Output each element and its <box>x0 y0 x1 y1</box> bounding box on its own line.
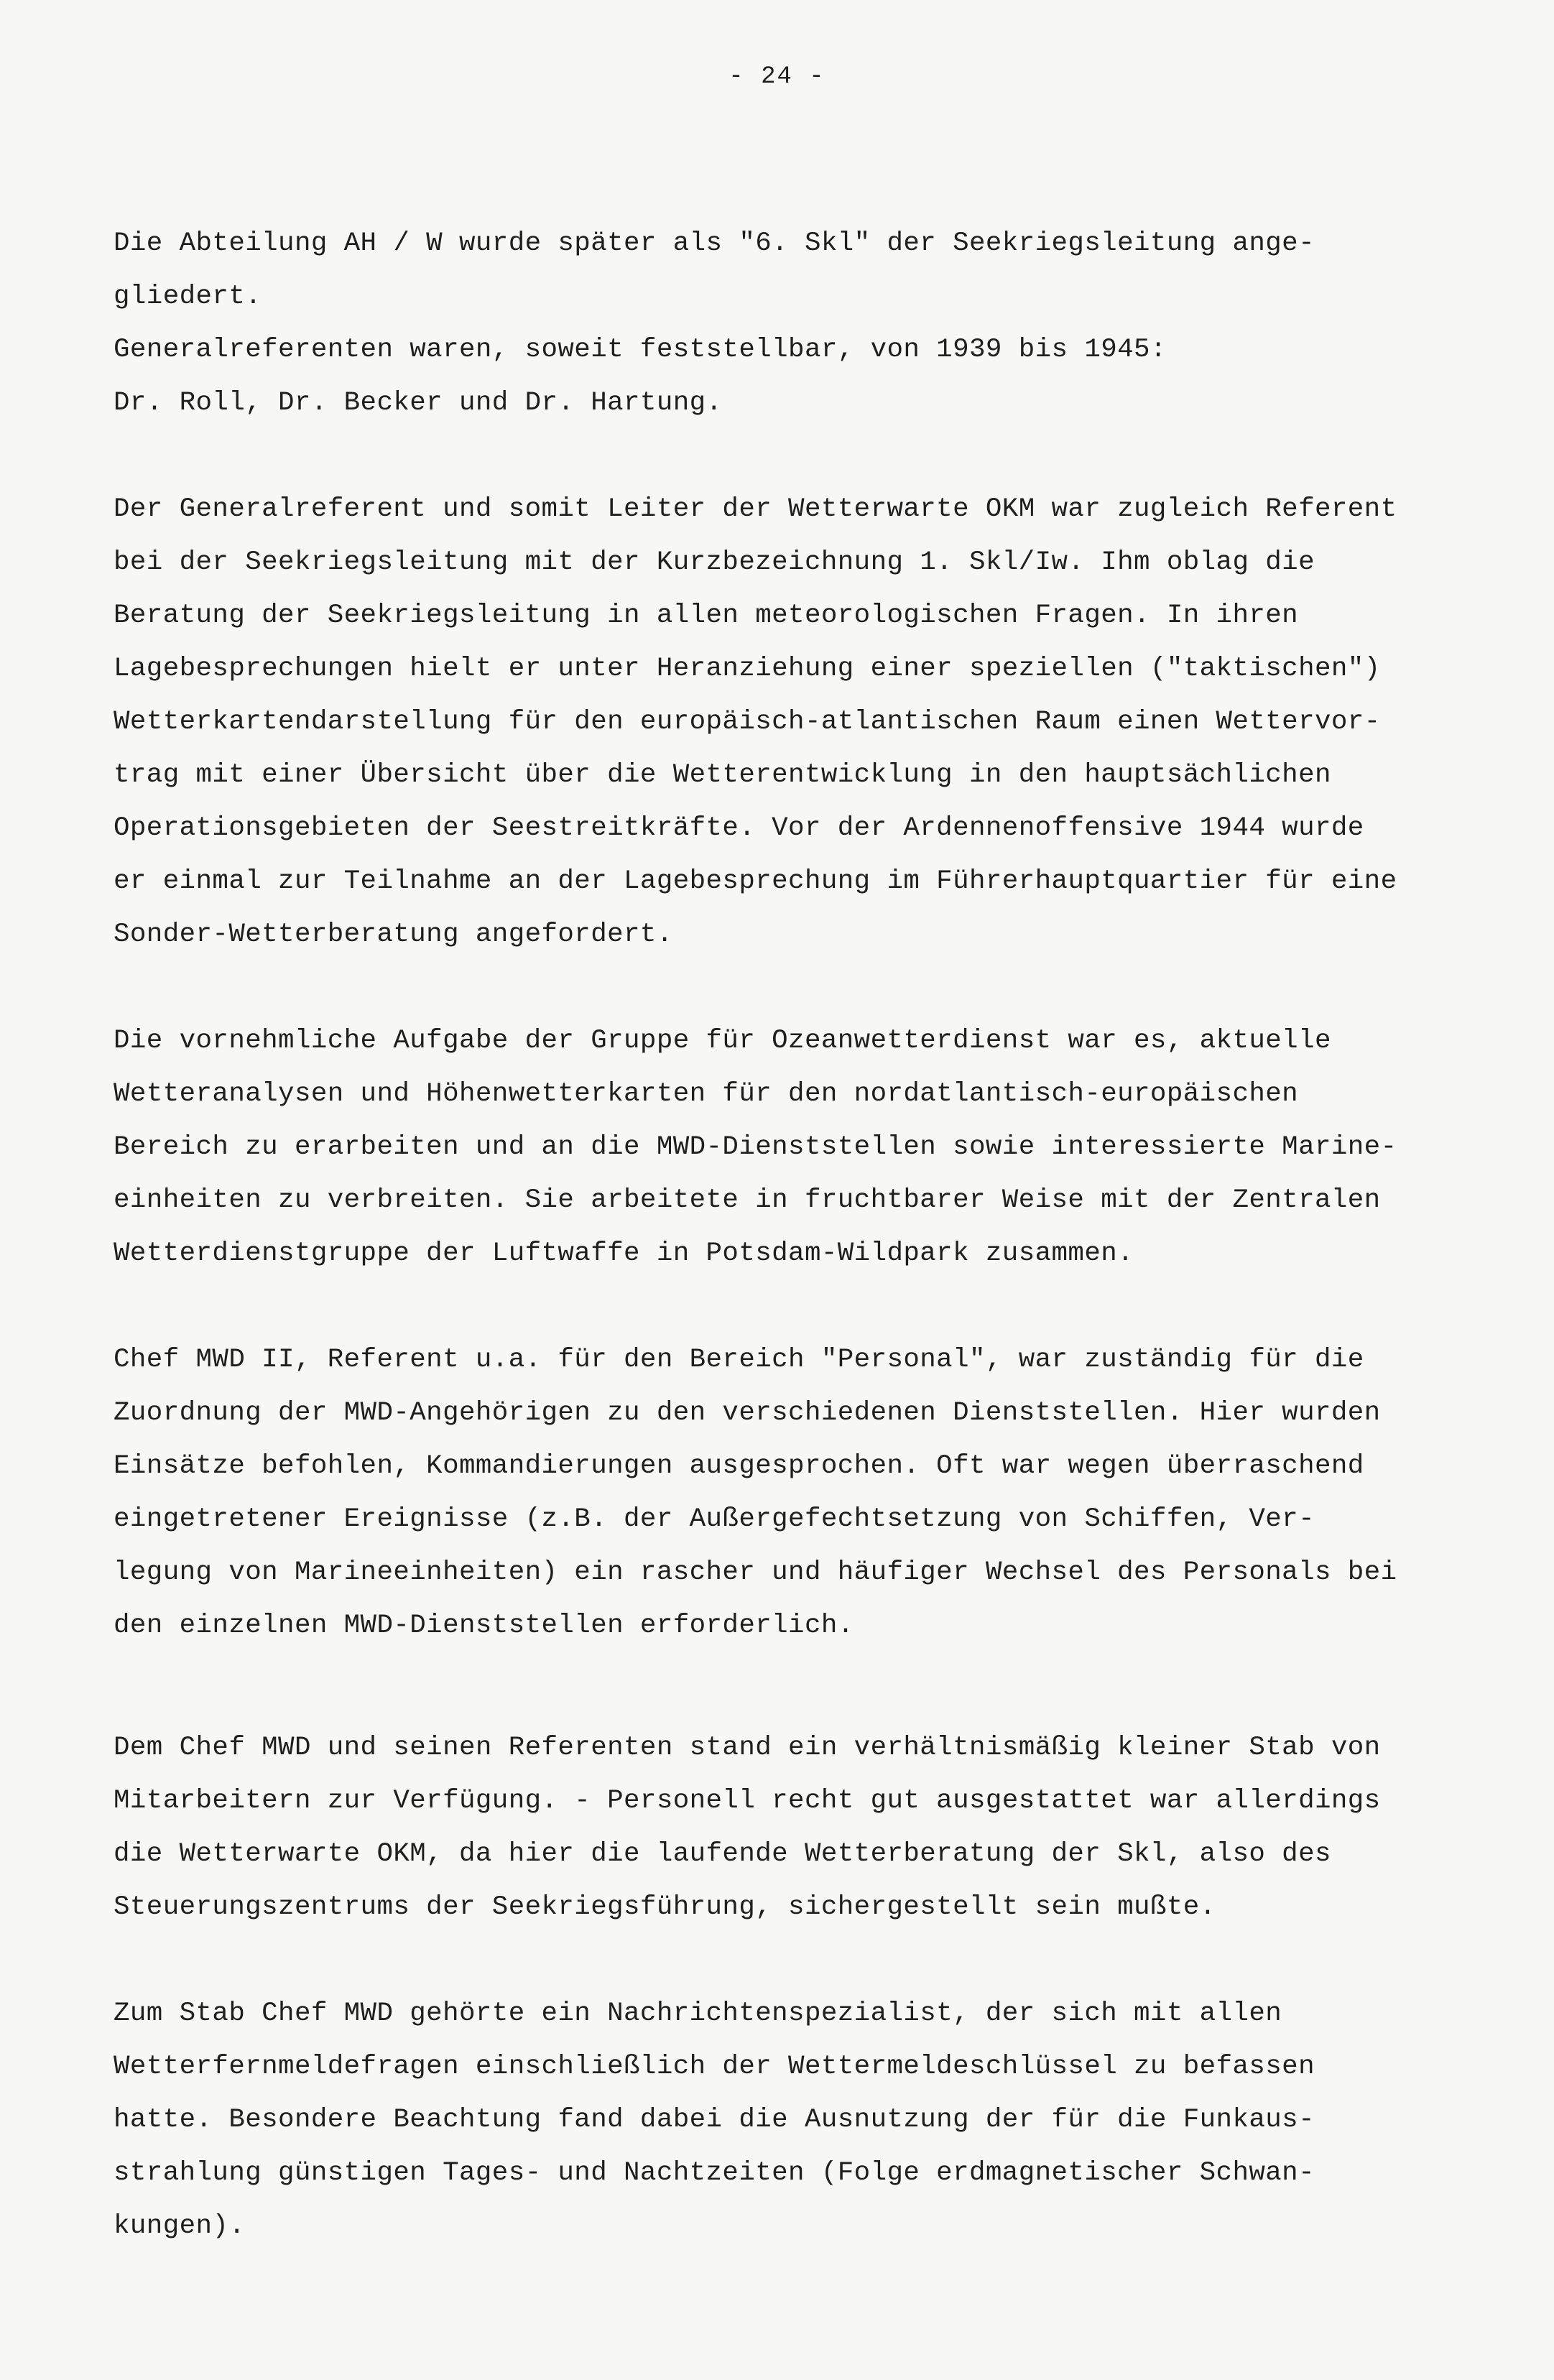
text-line: Wetterfernmeldefragen einschließlich der Wettermeldeschlüssel zu befassen <box>114 2052 1315 2082</box>
text-line: Die vornehmliche Aufgabe der Gruppe für Ozeanwetterdienst war es, aktuelle <box>114 1026 1331 1056</box>
text-line: Bereich zu erarbeiten und an die MWD-Dienststellen sowie interessierte Marine- <box>114 1132 1397 1162</box>
page-number: - 24 - <box>729 63 825 91</box>
text-line: Der Generalreferent und somit Leiter der Wetterwarte OKM war zugleich Referent <box>114 494 1397 524</box>
text-line: Die Abteilung AH / W wurde später als "6. Skl" der Seekriegsleitung ange- <box>114 228 1315 259</box>
text-line: trag mit einer Übersicht über die Wetterentwicklung in den hauptsächlichen <box>114 760 1331 790</box>
paragraph <box>114 217 1493 430</box>
text-line: kungen). <box>114 2211 246 2241</box>
text-line: Dem Chef MWD und seinen Referenten stand ein verhältnismäßig kleiner Stab von <box>114 1733 1381 1763</box>
text-line: strahlung günstigen Tages- und Nachtzeiten (Folge erdmagnetischer Schwan- <box>114 2158 1315 2188</box>
paragraph <box>114 483 1493 961</box>
text-line: Zuordnung der MWD-Angehörigen zu den verschiedenen Dienststellen. Hier wurden <box>114 1398 1381 1428</box>
text-line: bei der Seekriegsleitung mit der Kurzbezeichnung 1. Skl/Iw. Ihm oblag die <box>114 547 1315 578</box>
paragraph <box>114 1721 1493 1934</box>
text-line: eingetretener Ereignisse (z.B. der Außergefechtsetzung von Schiffen, Ver- <box>114 1504 1315 1534</box>
text-line: die Wetterwarte OKM, da hier die laufende Wetterberatung der Skl, also des <box>114 1839 1331 1869</box>
paragraph-gap <box>114 1280 1493 1333</box>
text-line: Mitarbeitern zur Verfügung. - Personell recht gut ausgestattet war allerdings <box>114 1786 1381 1816</box>
text-line: den einzelnen MWD-Dienststellen erforderlich. <box>114 1611 854 1641</box>
text-line: legung von Marineeinheiten) ein rascher und häufiger Wechsel des Personals bei <box>114 1557 1397 1588</box>
text-line: Einsätze befohlen, Kommandierungen ausgesprochen. Oft war wegen überraschend <box>114 1451 1364 1481</box>
text-line: Wetterdienstgruppe der Luftwaffe in Potsdam-Wildpark zusammen. <box>114 1238 1134 1269</box>
paragraph-gap <box>114 1652 1493 1721</box>
text-line: Chef MWD II, Referent u.a. für den Bereich "Personal", war zuständig für die <box>114 1345 1364 1375</box>
paragraph <box>114 1014 1493 1280</box>
text-line: Sonder-Wetterberatung angefordert. <box>114 920 673 950</box>
text-line: gliedert. <box>114 282 262 312</box>
paragraph-gap <box>114 961 1493 1014</box>
text-line: Wetterkartendarstellung für den europäisch-atlantischen Raum einen Wettervor- <box>114 707 1381 737</box>
text-line: Dr. Roll, Dr. Becker und Dr. Hartung. <box>114 388 723 418</box>
text-line: hatte. Besondere Beachtung fand dabei die Ausnutzung der für die Funkaus- <box>114 2105 1315 2135</box>
paragraph-gap <box>114 1934 1493 1987</box>
text-line: Beratung der Seekriegsleitung in allen meteorologischen Fragen. In ihren <box>114 601 1299 631</box>
text-line: Generalreferenten waren, soweit feststellbar, von 1939 bis 1945: <box>114 335 1167 365</box>
text-line: einheiten zu verbreiten. Sie arbeitete in fruchtbarer Weise mit der Zentralen <box>114 1185 1381 1216</box>
text-line: Lagebesprechungen hielt er unter Heranziehung einer speziellen ("taktischen") <box>114 654 1381 684</box>
paragraph <box>114 1987 1493 2253</box>
text-line: Zum Stab Chef MWD gehörte ein Nachrichtenspezialist, der sich mit allen <box>114 1999 1282 2029</box>
body-text <box>114 217 1493 2253</box>
text-line: Wetteranalysen und Höhenwetterkarten für den nordatlantisch-europäischen <box>114 1079 1299 1109</box>
text-line: er einmal zur Teilnahme an der Lagebesprechung im Führerhauptquartier für eine <box>114 866 1397 897</box>
text-line: Operationsgebieten der Seestreitkräfte. Vor der Ardennenoffensive 1944 wurde <box>114 813 1364 843</box>
paragraph <box>114 1333 1493 1652</box>
paragraph-gap <box>114 430 1493 483</box>
text-line: Steuerungszentrums der Seekriegsführung, sichergestellt sein mußte. <box>114 1892 1216 1922</box>
